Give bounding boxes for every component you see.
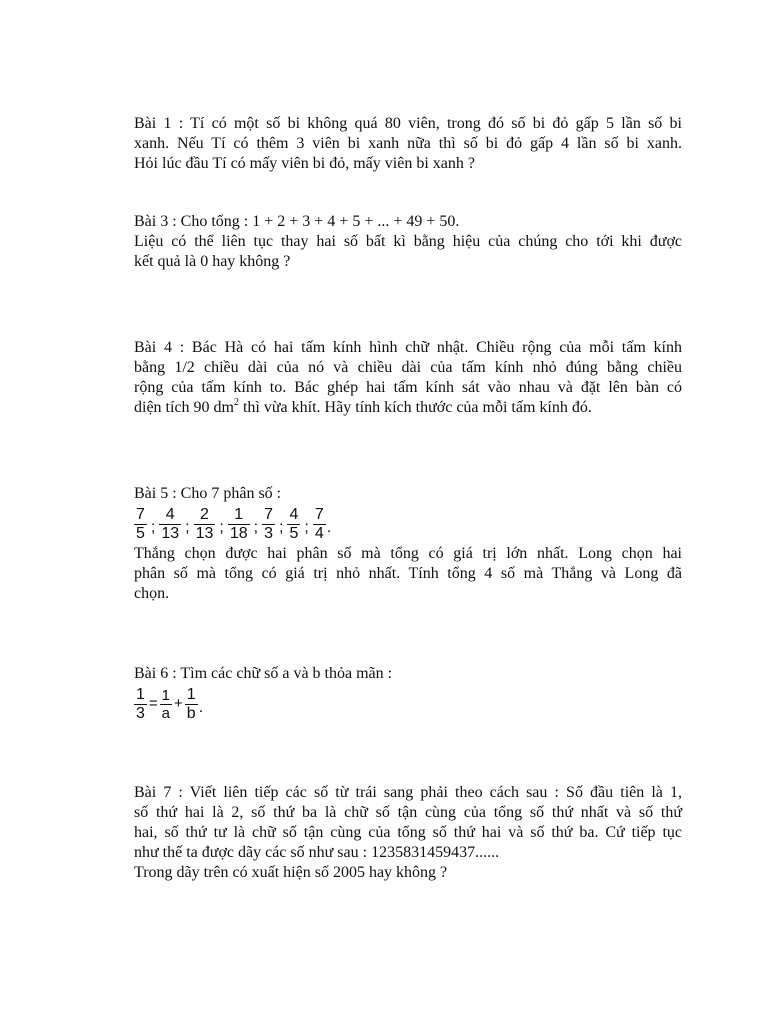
numerator: 1 xyxy=(161,686,171,704)
fraction xyxy=(228,506,250,543)
denominator: 5 xyxy=(136,524,145,542)
problem-6 xyxy=(134,664,682,724)
fraction-separator: ; xyxy=(253,519,259,536)
denominator: 18 xyxy=(229,524,248,542)
denominator: 3 xyxy=(264,524,274,542)
problem-3 xyxy=(134,212,682,272)
numerator: 1 xyxy=(186,685,196,703)
fraction-separator: ; xyxy=(150,519,156,536)
problem-4-area-rest: thì vừa khít. Hãy tính kích thước của mỗi tấm kính đó. xyxy=(238,399,592,416)
fraction xyxy=(313,506,326,543)
problem-3-line: Liệu có thể liên tục thay hai số bất kì bằng hiệu của chúng cho tới khi được xyxy=(134,233,682,250)
numerator: 7 xyxy=(314,505,324,523)
numerator: 4 xyxy=(165,505,175,523)
denominator: b xyxy=(186,704,196,722)
denominator: 3 xyxy=(136,704,145,722)
fraction-term-b xyxy=(185,686,198,723)
numerator: 2 xyxy=(200,505,209,523)
problem-1-line: Hỏi lúc đầu Tí có mấy viên bi đỏ, mấy viên bi xanh ? xyxy=(134,155,475,172)
fraction xyxy=(262,506,275,543)
problem-3-line: kết quả là 0 hay không ? xyxy=(134,253,291,270)
problem-7-line: Trong dãy trên có xuất hiện số 2005 hay không ? xyxy=(134,864,448,881)
problem-7 xyxy=(134,783,682,883)
problem-1 xyxy=(134,114,682,174)
problem-5-line: phân số mà tổng có giá trị nhỏ nhất. Tính tổng 4 số mà Thắng và Long đã xyxy=(134,565,682,582)
fraction xyxy=(134,506,147,543)
superscript-2: 2 xyxy=(233,396,239,408)
fraction-term-a xyxy=(160,687,172,722)
numerator: 1 xyxy=(234,505,244,523)
problem-5-line: chọn. xyxy=(134,585,170,602)
numerator: 1 xyxy=(136,685,145,703)
problem-7-line: như thế ta được dãy các số như sau : 1235831459437...... xyxy=(134,844,500,861)
fraction-separator: ; xyxy=(185,519,190,536)
problem-6-intro: Bài 6 : Tìm các chữ số a và b thỏa mãn : xyxy=(134,665,393,682)
fraction-lhs xyxy=(134,686,147,723)
equation xyxy=(134,684,682,724)
problem-5 xyxy=(134,484,682,604)
equation-end: . xyxy=(198,699,204,716)
problem-7-line: Bài 7 : Viết liên tiếp các số từ trái sang phải theo cách sau : Số đầu tiên là 1, xyxy=(134,784,682,801)
problem-1-line: xanh. Nếu Tí có thêm 3 viên bi xanh nữa thì số bi đỏ gấp 4 lần số bi xanh. xyxy=(134,135,682,152)
denominator: 13 xyxy=(161,524,180,542)
problem-4-line: rộng của tấm kính to. Bác ghép hai tấm kính sát vào nhau và đặt lên bàn có xyxy=(134,379,682,396)
problem-3-line: Bài 3 : Cho tổng : 1 + 2 + 3 + 4 + 5 + ... + 49 + 50. xyxy=(134,213,460,230)
problem-4-line: Bài 4 : Bác Hà có hai tấm kính hình chữ nhật. Chiều rộng của mỗi tấm kính xyxy=(134,339,682,356)
denominator: 5 xyxy=(289,524,299,542)
fraction-end: . xyxy=(326,519,332,536)
problem-5-line: Thắng chọn được hai phân số mà tổng có giá trị lớn nhất. Long chọn hai xyxy=(134,545,682,562)
numerator: 7 xyxy=(264,505,274,523)
denominator: 4 xyxy=(314,524,324,542)
equals-sign: = xyxy=(148,695,158,712)
plus-sign: + xyxy=(174,695,183,712)
fraction-separator: ; xyxy=(279,519,284,536)
fraction xyxy=(159,506,181,543)
fraction xyxy=(194,506,216,543)
fraction xyxy=(287,506,300,543)
numerator: 7 xyxy=(136,505,145,523)
problem-4-area-text: diện tích 90 dm xyxy=(134,399,234,416)
numerator: 4 xyxy=(289,505,299,523)
problem-4-line: bằng 1/2 chiều dài của nó và chiều dài của tấm kính nhỏ đúng bằng chiều xyxy=(134,359,682,376)
problem-4 xyxy=(134,338,682,418)
problem-5-intro: Bài 5 : Cho 7 phân số : xyxy=(134,485,282,502)
fraction-list xyxy=(134,504,682,544)
problem-4-line xyxy=(134,398,682,418)
denominator: 13 xyxy=(195,524,214,542)
problem-7-line: số thứ hai là 2, số thứ ba là chữ số tận cùng của tổng số thứ nhất và số thứ xyxy=(134,804,682,821)
problem-1-line: Bài 1 : Tí có một số bi không quá 80 viên, trong đó số bi đỏ gấp 5 lần số bi xyxy=(134,115,682,132)
denominator: a xyxy=(161,704,171,722)
problem-7-line: hai, số thứ tư là chữ số tận cùng của tổng số thứ hai và số thứ ba. Cứ tiếp tục xyxy=(134,824,682,841)
fraction-separator: ; xyxy=(304,519,309,536)
fraction-separator: ; xyxy=(219,519,224,536)
